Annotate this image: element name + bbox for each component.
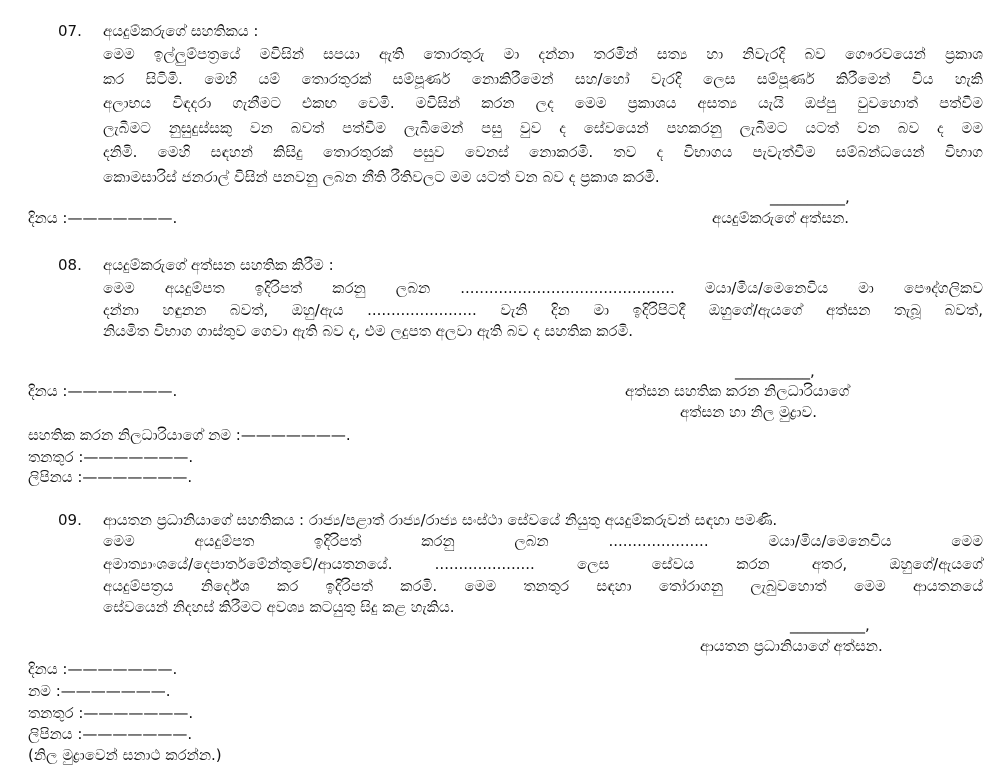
section-08-number: 08. bbox=[58, 256, 82, 274]
certifier-signature-line: __________, bbox=[735, 362, 815, 380]
s07-text-line: දනිමි. මෙහි සඳහන් කිසිදු තොරතුරක් පසුව වෙනස් නොකරමි. තව ද විභාගය පැවැත්වීම සම්බන්ධයෙන් විභාග bbox=[103, 143, 983, 161]
s09-text-line: මෙම අයදුම්පත ඉදිරිපත් කරනු ලබන ..................... මයා/මිය/මෙනෙවිය මෙම bbox=[103, 532, 983, 550]
s09-text-line: අයදුම්පත්‍රය නිර්දේශ කර ඉදිරිපත් කරමි. මෙම තනතුර සඳහා තෝරාගනු ලැබුවහොත් මෙම ආයතනයේ bbox=[103, 577, 983, 595]
certifier-name-field: සහතික කරන නිලධාරියාගේ නම :———————. bbox=[28, 426, 351, 444]
s08-text-line: නියමිත විභාග ගාස්තුව ගෙවා ඇති බව ද, එම ලදුපත අලවා ඇති බව ද සහතික කරමි. bbox=[103, 322, 634, 340]
s08-date-field: දිනය :———————. bbox=[28, 382, 178, 400]
s07-text-line: ලැබීමට නුසුදුස්සකු වන බවත් පත්වීම ලැබීමෙන් පසු වුව ද සේවයෙන් පහකරනු ලැබීමට යටත් වන බව ද මම bbox=[103, 119, 983, 137]
s07-text-line: කර සිටිමි. මෙහි යම් තොරතුරක් සම්පූර්ණ නොකිරීමෙන් සහ/හෝ වැරදි ලෙස සම්පූර්ණ කිරීමෙන් විය හැකි bbox=[103, 70, 983, 88]
certifier-seal-label: අත්සන හා නිල මුද්‍රාව. bbox=[680, 403, 817, 421]
certifier-address-field: ලිපිනය :———————. bbox=[28, 468, 193, 486]
s07-text-line: මෙම ඉල්ලුම්පත්‍රයේ මවිසින් සපයා ඇති තොරතුරු මා දන්නා තරමින් සත්‍ය හා නිවැරදි බව ගෞරවයෙන් ප්‍රකාශ bbox=[103, 45, 983, 63]
section-09-number: 09. bbox=[58, 511, 82, 529]
head-name-field: නම :———————. bbox=[28, 682, 171, 700]
section-09-heading: ආයතන ප්‍රධානියාගේ සහතිකය : රාජ්‍ය/පළාත් රාජ්‍ය/රාජ්‍ය සංස්ථා සේවයේ නියුතු අයදුම්කරුවන් සඳහා පමණි. bbox=[103, 511, 778, 529]
applicant-signature-line: __________, bbox=[770, 188, 850, 206]
certifier-signature-label: අත්සන සහතික කරන නිලධාරියාගේ bbox=[625, 382, 850, 400]
head-address-field: ලිපිනය :———————. bbox=[28, 725, 193, 743]
head-signature-line: __________, bbox=[790, 616, 870, 634]
s07-date-field: දිනය :———————. bbox=[28, 209, 178, 227]
seal-note: (නිල මුද්‍රාවෙන් සනාථ කරන්න.) bbox=[28, 746, 222, 764]
s09-date-field: දිනය :———————. bbox=[28, 660, 178, 678]
head-signature-label: ආයතන ප්‍රධානියාගේ අත්සන. bbox=[700, 637, 883, 655]
applicant-signature-label: අයදුම්කරුගේ අත්සන. bbox=[712, 209, 850, 227]
section-07-number: 07. bbox=[58, 22, 82, 40]
head-position-field: තනතුර :———————. bbox=[28, 704, 194, 722]
s08-text-line: මෙම අයදුම්පත ඉදිරිපත් කරනු ලබන ............................................. මයා/මිය/මෙනෙවිය මා පෞද්ගලිකව bbox=[103, 279, 983, 297]
section-07-heading: අයදුම්කරුගේ සහතිකය : bbox=[103, 22, 259, 40]
s09-text-line: සේවයෙන් නිදහස් කිරීමට අවශ්‍ය කටයුතු සිදු කළ හැකිය. bbox=[103, 598, 455, 616]
s09-text-line: අමාත්‍යාංශයේ/දෙපාර්තමේන්තුවේ/ආයතනයේ. ..................... ලෙස සේවය කරන අතර, ඔහුගේ/ඇයගේ bbox=[103, 555, 983, 573]
certifier-position-field: තනතුර :———————. bbox=[28, 448, 194, 466]
s08-text-line: දන්නා හඳුනන බවත්, ඔහු/ඇය ....................... වැනි දින මා ඉදිරිපිටදී ඔහුගේ/ඇයගේ අත්සන තැබූ බවත්, bbox=[103, 301, 983, 319]
s07-text-line: අලාභය විඳදරා ගැනීමට එකඟ වෙමි. මවිසින් කරන ලද මෙම ප්‍රකාශය අසත්‍ය යැයි ඔප්පු වුවහොත් පත්වීම bbox=[103, 94, 983, 112]
s07-text-line: කොමසාරිස් ජනරාල් විසින් පනවනු ලබන නීති රීතිවලට මම යටත් වන බව ද ප්‍රකාශ කරමි. bbox=[103, 168, 660, 186]
section-08-heading: අයදුම්කරුගේ අත්සන සහතික කිරීම : bbox=[103, 256, 334, 274]
